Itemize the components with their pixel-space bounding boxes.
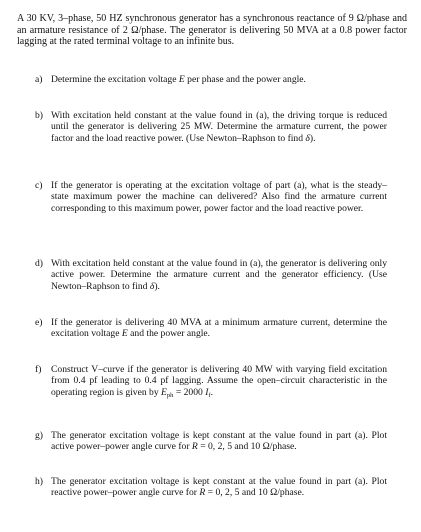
part-f-text-3: . (210, 386, 213, 398)
part-b-text-1: With excitation held constant at the value found in (a), the driving torque is reduced until the generator is delivering 25 MW. Determine the armature current, the power factor and the load reactive power. (Use Newton–Raphson to find (51, 110, 387, 144)
part-h (35, 476, 387, 499)
part-label: h) (35, 476, 43, 487)
part-label: g) (35, 430, 43, 441)
part-h-text-1: The generator excitation voltage is kept constant at the value found in part (a). Plot reactive power–power angle curve for (51, 476, 387, 499)
ohm-symbol: Ω (356, 13, 365, 24)
ohm-symbol: Ω (131, 24, 139, 36)
part-f-text-2: = 2000 (173, 386, 206, 398)
part-f (35, 364, 387, 398)
part-text (51, 364, 387, 398)
part-text (51, 74, 387, 85)
symbol-delta: δ (149, 280, 155, 292)
part-b (35, 110, 387, 144)
part-g-text-2: = 0, 2, 5 and 10 (197, 441, 263, 453)
symbol-e: E (178, 74, 185, 85)
part-b-text-2: ). (309, 132, 316, 144)
ohm-symbol: Ω (270, 487, 278, 499)
symbol-e-ph: E (161, 386, 167, 398)
part-h-text-3: /phase. (277, 487, 305, 499)
part-text (51, 317, 387, 340)
intro-text-1: A 30 KV, 3–phase, 50 HZ synchronous generator has a synchronous reactance of 9 (17, 13, 357, 24)
problem-statement (17, 13, 407, 48)
part-f-text-1: Construct V–curve if the generator is delivering 40 MW with varying field excitation from 0.4 pf leading to 0.4 pf lagging. Assume the open–circuit characteristic in the operating region is given by (51, 364, 387, 398)
symbol-r: R (199, 487, 206, 499)
part-e-text-2: and the power angle. (127, 328, 211, 340)
part-text: If the generator is operating at the excitation voltage of part (a), what is the steady–state maximum power the machine can delivered? Also find the armature current corresponding to this maximum power, power factor and the load reactive power. (51, 180, 387, 214)
part-e (35, 317, 387, 340)
part-label: a) (35, 74, 43, 85)
part-d (35, 258, 387, 292)
symbol-delta: δ (305, 132, 310, 144)
intro-text-2: /phase and an armature resistance of 2 (17, 13, 407, 36)
part-text (51, 430, 387, 453)
ohm-symbol: Ω (262, 441, 270, 453)
part-a (35, 74, 387, 85)
subscript-ph: ph (166, 391, 174, 399)
part-text (51, 476, 387, 499)
part-d-text-2: ). (154, 280, 160, 292)
part-label: d) (35, 258, 43, 269)
part-text (51, 258, 387, 292)
part-a-text-1: Determine the excitation voltage (51, 74, 179, 85)
part-d-text-1: With excitation held constant at the value found in (a), the generator is delivering only active power. Determine the armature current and the generator efficiency. (Use Newton–Raphson to find (51, 258, 387, 292)
subscript-f: f (208, 391, 211, 399)
part-label: b) (35, 110, 43, 121)
part-g-text-1: The generator excitation voltage is kept constant at the value found in part (a). Plot active power–power angle curve for (51, 430, 387, 453)
part-g (35, 430, 387, 453)
symbol-e: E (121, 328, 128, 340)
part-label: e) (35, 317, 43, 328)
symbol-r: R (191, 441, 198, 453)
part-g-text-3: /phase. (269, 441, 297, 453)
part-label: c) (35, 180, 43, 191)
part-a-text-2: per phase and the power angle. (184, 74, 306, 85)
part-c (35, 180, 387, 214)
part-h-text-2: = 0, 2, 5 and 10 (205, 487, 271, 499)
part-text (51, 110, 387, 144)
symbol-i-f: I (205, 386, 209, 398)
part-label: f) (35, 364, 42, 375)
intro-text-3: /phase. The generator is delivering 50 MVA at a 0.8 power factor lagging at the rated terminal voltage to an infinite bus. (17, 24, 407, 48)
part-e-text-1: If the generator is delivering 40 MVA at a minimum armature current, determine the excitation voltage (51, 317, 387, 340)
